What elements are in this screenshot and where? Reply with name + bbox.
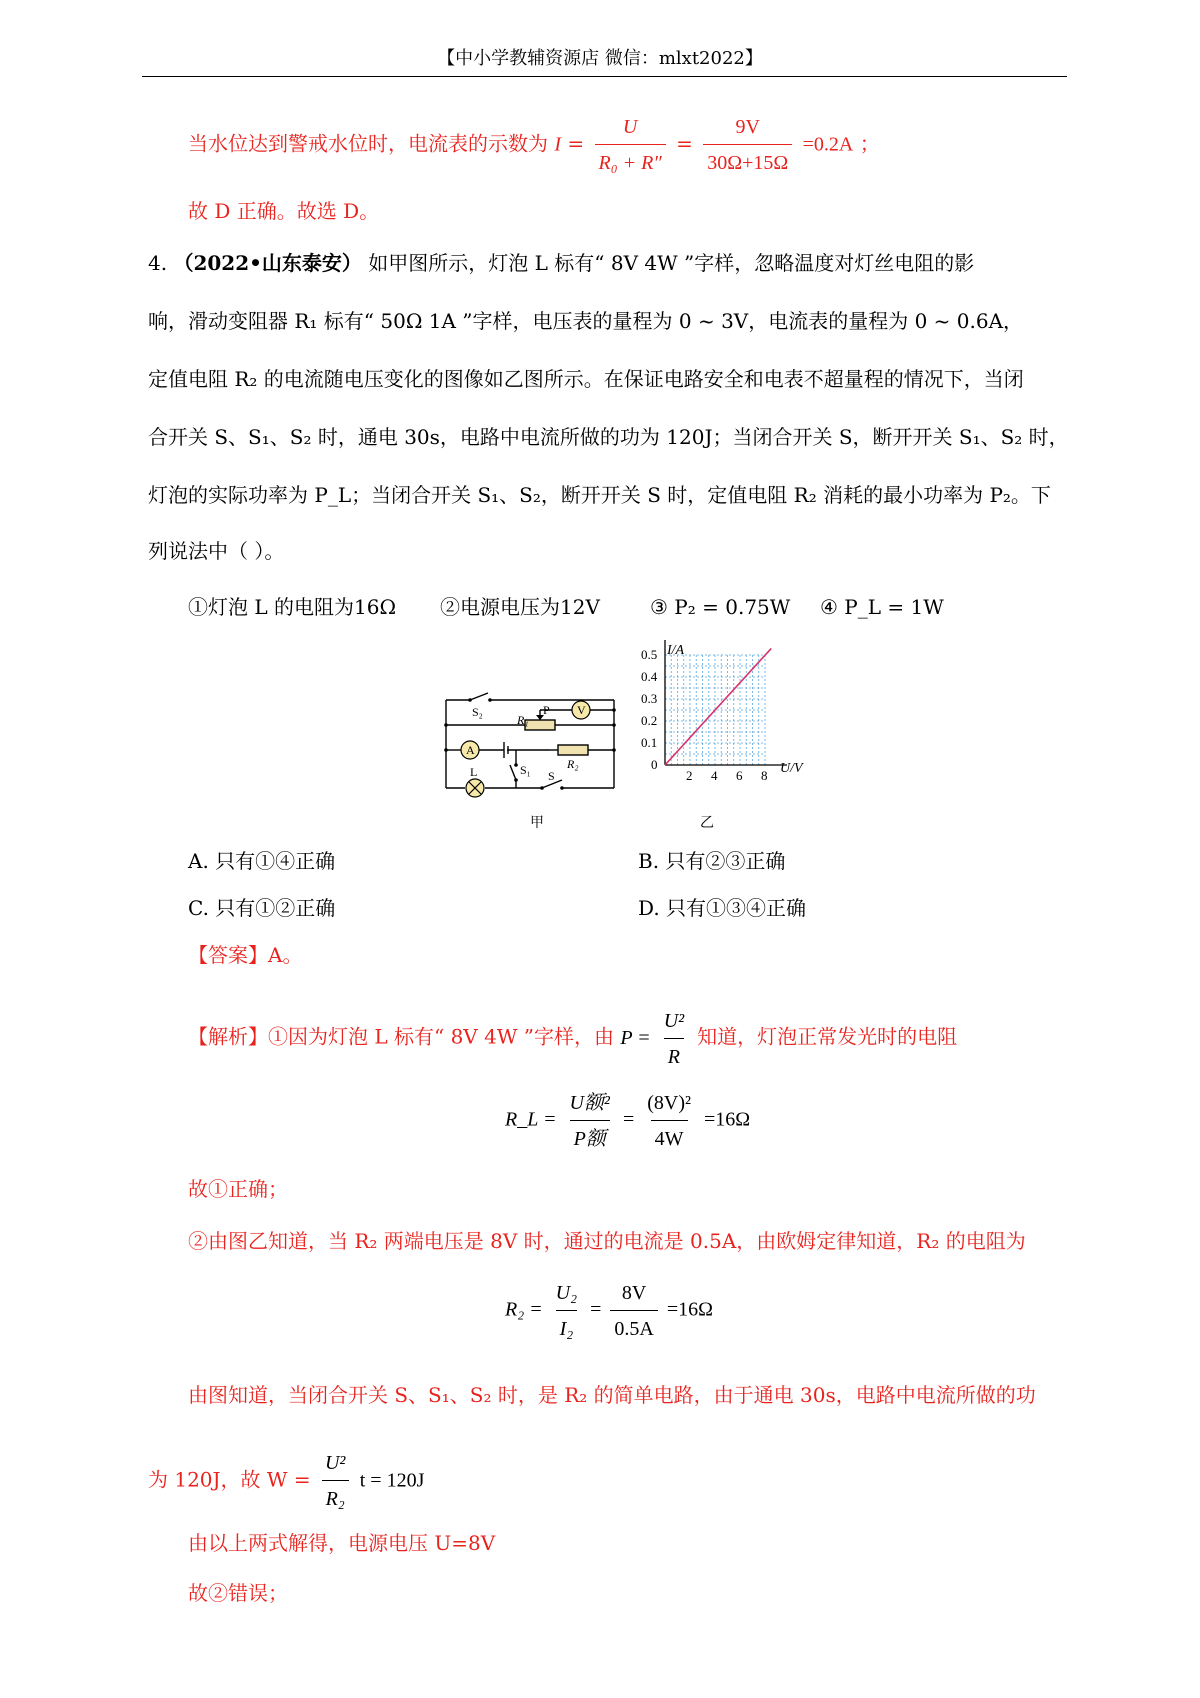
y-tick-label: 0.3 [641, 691, 658, 706]
eq1-lhs: R_L = [505, 1108, 557, 1131]
analysis-text-5: 为 120J，故 W = [148, 1467, 311, 1492]
circuit-diagram [430, 670, 630, 800]
eq1-den2: 4W [651, 1120, 688, 1154]
question-line-6: 列说法中（ ）。 [148, 539, 285, 563]
analysis-line-5 [148, 1448, 424, 1514]
eq2-num: U₂ [555, 1282, 578, 1304]
label-r2: R₂ [567, 757, 579, 771]
l5-post: t = 120J [359, 1469, 425, 1492]
analysis-line-3: ②由图乙知道，当 R₂ 两端电压是 8V 时，通过的电流是 0.5A，由欧姆定律知道，R₂ 的电阻为 [188, 1229, 1026, 1253]
x-tick-label: 2 [686, 768, 693, 783]
x-axis-label: U/V [780, 761, 803, 776]
origin-label: 0 [651, 757, 658, 772]
equation-lamp-resistance: R_L = $\frac{\text{U额²}}{\text{P额}}$ = $\frac{\text{(8V)²}}{4W}$ =16Ω [505, 1088, 750, 1154]
question-number: 4. [148, 251, 168, 275]
question-line-2: 响，滑动变阻器 R₁ 标有“ 50Ω 1A ”字样，电压表的量程为 0 ~ 3V，电流表的量程为 0 ~ 0.6A， [148, 309, 1024, 333]
x-tick-label: 8 [761, 768, 768, 783]
eq1-num2: (8V)² [647, 1092, 691, 1114]
statement-3: ③ P₂ = 0.75W [650, 595, 791, 619]
analysis-line-2: 故①正确； [188, 1177, 288, 1201]
statement-4: ④ P_L = 1W [820, 595, 944, 619]
equation-r2-resistance: R₂ = $\frac{\text{U₂}}{\text{I₂}}$ = $\frac{8V}{0.5A}$ =16Ω [505, 1278, 713, 1344]
answer-line [188, 940, 302, 970]
option-a: A. 只有①④正确 [188, 849, 336, 873]
fraction-ohm [595, 112, 666, 178]
label-p: P [543, 703, 550, 717]
label-s1: S₁ [520, 763, 531, 777]
frac-num-9v: 9V [735, 116, 760, 138]
analysis-text-1-end: 知道，灯泡正常发光时的电阻 [697, 1024, 958, 1049]
question-line-1 [148, 248, 974, 278]
question-line-3: 定值电阻 R₂ 的电流随电压变化的图像如乙图所示。在保证电路安全和电表不超量程的情况下，当闭 [148, 367, 1024, 391]
x-tick-label: 4 [711, 768, 718, 783]
analysis-line-1 [188, 1006, 957, 1072]
eq2-num2: 8V [621, 1282, 647, 1304]
question-line-4: 合开关 S、S₁、S₂ 时，通电 30s，电路中电流所做的功为 120J；当闭合开关 S，断开开关 S₁、S₂ 时， [148, 425, 1069, 449]
warning-result: =0.2A [802, 133, 854, 156]
statement-1: ①灯泡 L 的电阻为16Ω [188, 595, 397, 619]
caption-yi: 乙 [700, 815, 714, 831]
answer-value: A。 [268, 943, 303, 967]
question-line-5: 灯泡的实际功率为 P_L；当闭合开关 S₁、S₂，断开开关 S 时，定值电阻 R₂ 消耗的最小功率为 P₂。下 [148, 483, 1051, 507]
warning-text: 当水位达到警戒水位时，电流表的示数为 [188, 131, 548, 156]
frac-num-u: U [622, 116, 638, 138]
x-tick-label: 6 [736, 768, 743, 783]
eq1-result: =16Ω [703, 1108, 751, 1131]
header-divider [142, 76, 1067, 77]
question-text-1: 如甲图所示，灯泡 L 标有“ 8V 4W ”字样，忽略温度对灯丝电阻的影 [368, 251, 975, 275]
d-correct-line: 故 D 正确。故选 D。 [188, 199, 380, 223]
caption-jia: 甲 [530, 815, 544, 831]
eq2-result: =16Ω [666, 1298, 713, 1321]
label-s2: S₂ [472, 705, 483, 719]
page-header: 【中小学教辅资源店 微信：mlxt2022】 [437, 48, 763, 69]
analysis-line-4: 由图知道，当闭合开关 S、S₁、S₂ 时，是 R₂ 的简单电路，由于通电 30s，电路中电流所做的功 [188, 1383, 1036, 1407]
label-l: L [470, 765, 478, 779]
warning-end: ； [859, 131, 880, 156]
y-axis-label: I/A [667, 643, 685, 658]
eq1-num: U额² [569, 1092, 610, 1114]
y-tick-label: 0.2 [641, 713, 658, 728]
y-tick-label: 0.1 [641, 735, 658, 750]
l5-den: R₂ [322, 1480, 349, 1514]
option-c: C. 只有①②正确 [188, 896, 336, 920]
statement-2: ②电源电压为12V [440, 595, 600, 619]
y-tick-label: 0.5 [641, 647, 658, 662]
current-voltage-chart [625, 640, 820, 810]
current-symbol: I [554, 133, 562, 156]
eq2-den: I₂ [556, 1310, 578, 1344]
label-v: V [577, 703, 586, 717]
analysis-line-6: 由以上两式解得，电源电压 U=8V [188, 1531, 496, 1555]
l5-num: U² [324, 1452, 346, 1474]
analysis-text-1: ①因为灯泡 L 标有“ 8V 4W ”字样，由 [268, 1024, 614, 1049]
power-formula: P = $\frac{\text{U²}}{R}$ [620, 1027, 697, 1049]
y-tick-label: 0.4 [641, 669, 658, 684]
question-source: （2022•山东泰安） [173, 251, 362, 275]
frac-den-r: R₀ + R″ [595, 144, 666, 178]
analysis-line-7: 故②错误； [188, 1581, 288, 1605]
answer-label: 【答案】 [188, 943, 268, 967]
frac-den-ohms: 30Ω+15Ω [703, 144, 792, 178]
label-a: A [466, 743, 475, 757]
eq2-den2: 0.5A [610, 1310, 657, 1344]
analysis-label: 【解析】 [188, 1024, 268, 1049]
label-r1: R₁ [517, 713, 529, 727]
option-b: B. 只有②③正确 [638, 849, 786, 873]
eq1-den: P额 [570, 1120, 610, 1154]
option-d: D. 只有①③④正确 [638, 896, 807, 920]
warning-level-line: 当水位达到警戒水位时，电流表的示数为 I = $\frac{U}{\text{R₀ + R″}}$ = $\frac{9V}{30\Omega+15\Omega}$ =0.2A ； [188, 112, 880, 178]
fraction-values [703, 112, 792, 178]
eq2-lhs: R₂ = [505, 1298, 543, 1321]
label-s: S [548, 769, 555, 783]
